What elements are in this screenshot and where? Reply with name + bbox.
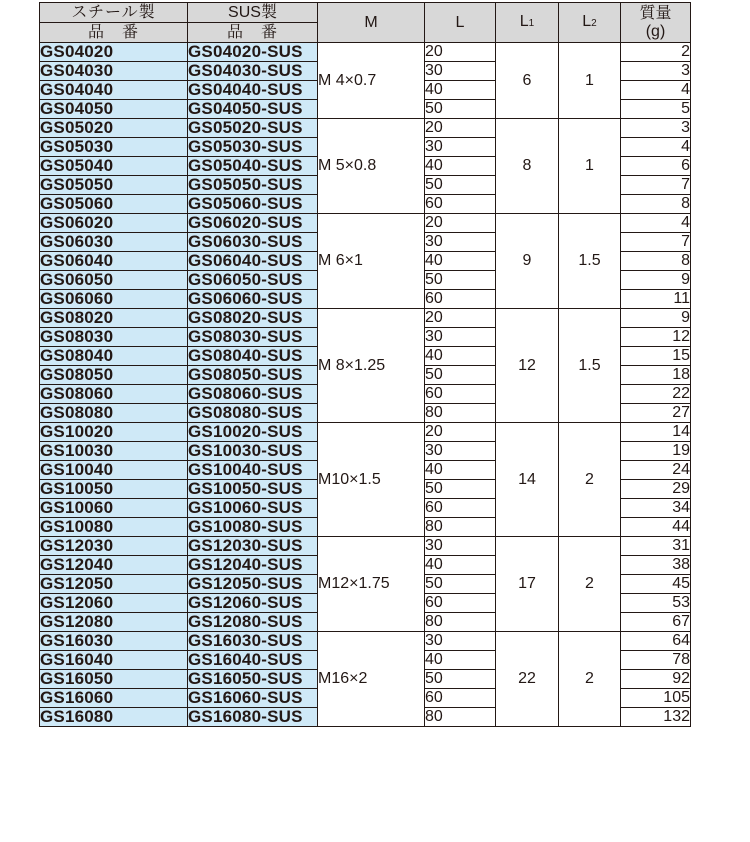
steel-part-number: GS10050	[40, 480, 188, 499]
mass-g: 7	[621, 233, 691, 252]
steel-part-number: GS16080	[40, 708, 188, 727]
length-l1: 6	[496, 43, 559, 119]
table-row	[40, 43, 691, 62]
steel-part-number: GS08080	[40, 404, 188, 423]
sus-part-number: GS12060-SUS	[188, 594, 318, 613]
length-l: 80	[425, 613, 496, 632]
length-l2: 2	[559, 632, 621, 727]
sus-part-number: GS06030-SUS	[188, 233, 318, 252]
steel-part-number: GS05060	[40, 195, 188, 214]
length-l: 50	[425, 271, 496, 290]
length-l: 40	[425, 252, 496, 271]
sus-part-number: GS10030-SUS	[188, 442, 318, 461]
thread-size: M16×2	[318, 632, 425, 727]
steel-part-number: GS16060	[40, 689, 188, 708]
length-l: 40	[425, 461, 496, 480]
steel-part-number: GS06040	[40, 252, 188, 271]
mass-g: 3	[621, 62, 691, 81]
spec-table	[39, 2, 691, 727]
sus-part-number: GS05060-SUS	[188, 195, 318, 214]
length-l: 30	[425, 632, 496, 651]
length-l1: 9	[496, 214, 559, 309]
table-body	[40, 43, 691, 727]
mass-g: 8	[621, 195, 691, 214]
header-part-no-sus: 品 番	[188, 23, 318, 43]
mass-g: 38	[621, 556, 691, 575]
length-l: 30	[425, 233, 496, 252]
length-l: 80	[425, 404, 496, 423]
mass-g: 29	[621, 480, 691, 499]
steel-part-number: GS12050	[40, 575, 188, 594]
mass-g: 9	[621, 271, 691, 290]
header-l2	[559, 3, 621, 43]
mass-g: 14	[621, 423, 691, 442]
mass-g: 78	[621, 651, 691, 670]
length-l: 30	[425, 62, 496, 81]
sus-part-number: GS08080-SUS	[188, 404, 318, 423]
sus-part-number: GS05030-SUS	[188, 138, 318, 157]
sus-part-number: GS06040-SUS	[188, 252, 318, 271]
header-l2-sub: 2	[591, 17, 597, 29]
table-row	[40, 309, 691, 328]
steel-part-number: GS16040	[40, 651, 188, 670]
steel-part-number: GS08040	[40, 347, 188, 366]
sus-part-number: GS16040-SUS	[188, 651, 318, 670]
mass-g: 4	[621, 138, 691, 157]
length-l: 50	[425, 176, 496, 195]
length-l: 50	[425, 575, 496, 594]
header-l1-sub: 1	[528, 17, 535, 29]
mass-g: 18	[621, 366, 691, 385]
length-l: 20	[425, 43, 496, 62]
length-l: 40	[425, 157, 496, 176]
thread-size: M12×1.75	[318, 537, 425, 632]
mass-g: 7	[621, 176, 691, 195]
steel-part-number: GS06050	[40, 271, 188, 290]
steel-part-number: GS10040	[40, 461, 188, 480]
steel-part-number: GS08050	[40, 366, 188, 385]
mass-g: 19	[621, 442, 691, 461]
thread-size: M 6×1	[318, 214, 425, 309]
steel-part-number: GS10020	[40, 423, 188, 442]
table-row	[40, 537, 691, 556]
sus-part-number: GS08050-SUS	[188, 366, 318, 385]
thread-size: M 8×1.25	[318, 309, 425, 423]
length-l: 20	[425, 423, 496, 442]
mass-g: 92	[621, 670, 691, 689]
length-l1: 17	[496, 537, 559, 632]
length-l: 30	[425, 442, 496, 461]
steel-part-number: GS06060	[40, 290, 188, 309]
mass-g: 15	[621, 347, 691, 366]
thread-size: M 5×0.8	[318, 119, 425, 214]
steel-part-number: GS05050	[40, 176, 188, 195]
mass-g: 105	[621, 689, 691, 708]
steel-part-number: GS04030	[40, 62, 188, 81]
mass-g: 27	[621, 404, 691, 423]
sus-part-number: GS12030-SUS	[188, 537, 318, 556]
header-l2-label: L	[582, 12, 592, 30]
mass-g: 22	[621, 385, 691, 404]
mass-g: 53	[621, 594, 691, 613]
thread-size: M10×1.5	[318, 423, 425, 537]
length-l: 30	[425, 138, 496, 157]
length-l2: 2	[559, 423, 621, 537]
sus-part-number: GS12080-SUS	[188, 613, 318, 632]
steel-part-number: GS10030	[40, 442, 188, 461]
steel-part-number: GS06020	[40, 214, 188, 233]
sus-part-number: GS10080-SUS	[188, 518, 318, 537]
length-l2: 2	[559, 537, 621, 632]
header-l: L	[425, 3, 496, 43]
steel-part-number: GS12040	[40, 556, 188, 575]
sus-part-number: GS06050-SUS	[188, 271, 318, 290]
length-l: 40	[425, 81, 496, 100]
mass-g: 12	[621, 328, 691, 347]
mass-g: 67	[621, 613, 691, 632]
table-row	[40, 632, 691, 651]
length-l2: 1.5	[559, 309, 621, 423]
length-l2: 1	[559, 119, 621, 214]
steel-part-number: GS05020	[40, 119, 188, 138]
steel-part-number: GS12060	[40, 594, 188, 613]
mass-g: 8	[621, 252, 691, 271]
steel-part-number: GS12080	[40, 613, 188, 632]
mass-g: 24	[621, 461, 691, 480]
table-row	[40, 214, 691, 233]
length-l2: 1	[559, 43, 621, 119]
length-l: 60	[425, 195, 496, 214]
header-l1-label: L	[519, 12, 529, 30]
header-mass-unit: (g)	[645, 22, 666, 40]
sus-part-number: GS04030-SUS	[188, 62, 318, 81]
length-l: 20	[425, 309, 496, 328]
sus-part-number: GS08020-SUS	[188, 309, 318, 328]
steel-part-number: GS05030	[40, 138, 188, 157]
steel-part-number: GS04050	[40, 100, 188, 119]
steel-part-number: GS12030	[40, 537, 188, 556]
length-l: 40	[425, 651, 496, 670]
length-l: 50	[425, 100, 496, 119]
steel-part-number: GS08020	[40, 309, 188, 328]
steel-part-number: GS04040	[40, 81, 188, 100]
mass-g: 2	[621, 43, 691, 62]
header-l1	[496, 3, 559, 43]
sus-part-number: GS10020-SUS	[188, 423, 318, 442]
header-steel: スチール製	[40, 3, 188, 23]
header-part-no: 品 番	[40, 23, 188, 43]
length-l: 60	[425, 689, 496, 708]
length-l: 20	[425, 214, 496, 233]
sus-part-number: GS12050-SUS	[188, 575, 318, 594]
table-row	[40, 423, 691, 442]
sus-part-number: GS04040-SUS	[188, 81, 318, 100]
sus-part-number: GS16060-SUS	[188, 689, 318, 708]
steel-part-number: GS05040	[40, 157, 188, 176]
steel-part-number: GS10060	[40, 499, 188, 518]
sus-part-number: GS05040-SUS	[188, 157, 318, 176]
sus-part-number: GS04020-SUS	[188, 43, 318, 62]
length-l1: 22	[496, 632, 559, 727]
length-l: 50	[425, 670, 496, 689]
mass-g: 45	[621, 575, 691, 594]
length-l: 80	[425, 708, 496, 727]
thread-size: M 4×0.7	[318, 43, 425, 119]
mass-g: 4	[621, 81, 691, 100]
length-l: 60	[425, 499, 496, 518]
sus-part-number: GS04050-SUS	[188, 100, 318, 119]
table-row	[40, 119, 691, 138]
sus-part-number: GS05020-SUS	[188, 119, 318, 138]
steel-part-number: GS08060	[40, 385, 188, 404]
mass-g: 4	[621, 214, 691, 233]
sus-part-number: GS10040-SUS	[188, 461, 318, 480]
sus-part-number: GS08060-SUS	[188, 385, 318, 404]
length-l: 40	[425, 347, 496, 366]
length-l: 30	[425, 328, 496, 347]
sus-part-number: GS10060-SUS	[188, 499, 318, 518]
mass-g: 34	[621, 499, 691, 518]
steel-part-number: GS08030	[40, 328, 188, 347]
length-l: 30	[425, 537, 496, 556]
length-l1: 8	[496, 119, 559, 214]
length-l: 50	[425, 480, 496, 499]
length-l: 50	[425, 366, 496, 385]
sus-part-number: GS06060-SUS	[188, 290, 318, 309]
length-l: 40	[425, 556, 496, 575]
header-m: M	[318, 3, 425, 43]
sus-part-number: GS12040-SUS	[188, 556, 318, 575]
steel-part-number: GS04020	[40, 43, 188, 62]
length-l: 20	[425, 119, 496, 138]
header-sus: SUS製	[188, 3, 318, 23]
sus-part-number: GS16080-SUS	[188, 708, 318, 727]
steel-part-number: GS10080	[40, 518, 188, 537]
sus-part-number: GS16030-SUS	[188, 632, 318, 651]
header-mass	[621, 3, 691, 43]
length-l1: 14	[496, 423, 559, 537]
sus-part-number: GS08040-SUS	[188, 347, 318, 366]
sus-part-number: GS06020-SUS	[188, 214, 318, 233]
length-l2: 1.5	[559, 214, 621, 309]
length-l1: 12	[496, 309, 559, 423]
steel-part-number: GS06030	[40, 233, 188, 252]
sus-part-number: GS08030-SUS	[188, 328, 318, 347]
mass-g: 6	[621, 157, 691, 176]
mass-g: 11	[621, 290, 691, 309]
length-l: 60	[425, 385, 496, 404]
sus-part-number: GS10050-SUS	[188, 480, 318, 499]
table-header	[40, 3, 691, 43]
mass-g: 31	[621, 537, 691, 556]
mass-g: 3	[621, 119, 691, 138]
mass-g: 9	[621, 309, 691, 328]
sus-part-number: GS05050-SUS	[188, 176, 318, 195]
steel-part-number: GS16030	[40, 632, 188, 651]
mass-g: 5	[621, 100, 691, 119]
mass-g: 64	[621, 632, 691, 651]
mass-g: 132	[621, 708, 691, 727]
steel-part-number: GS16050	[40, 670, 188, 689]
length-l: 60	[425, 290, 496, 309]
sus-part-number: GS16050-SUS	[188, 670, 318, 689]
length-l: 60	[425, 594, 496, 613]
header-mass-label: 質量	[639, 4, 672, 22]
mass-g: 44	[621, 518, 691, 537]
length-l: 80	[425, 518, 496, 537]
